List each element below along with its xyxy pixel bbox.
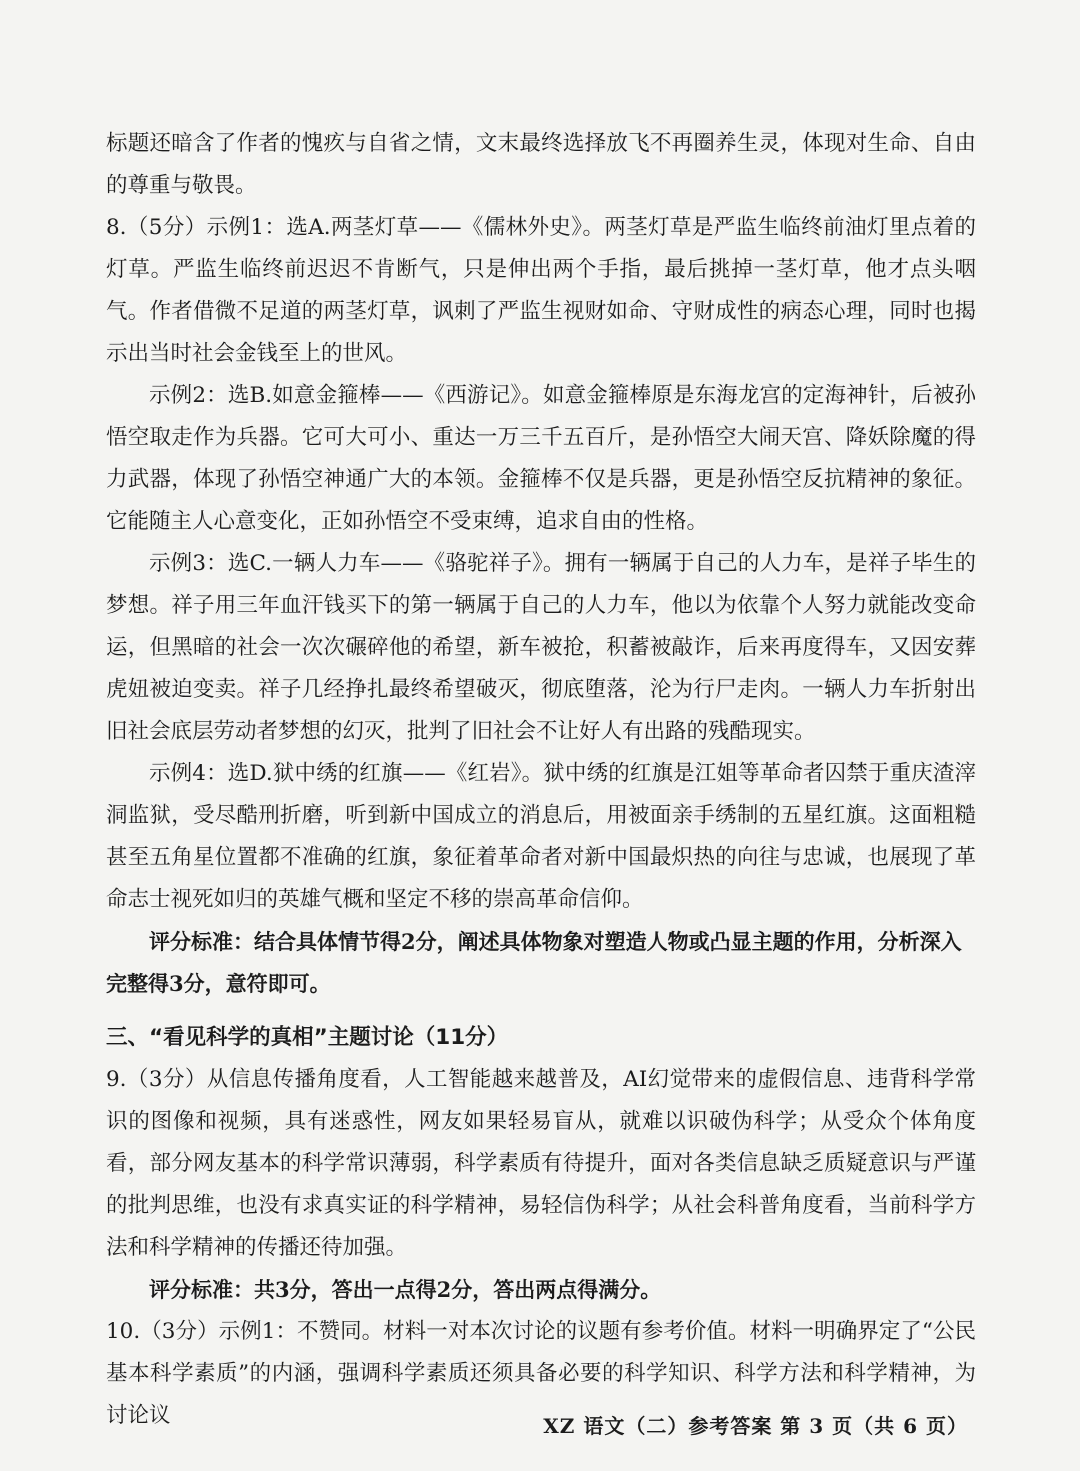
- q7-continuation: 标题还暗含了作者的愧疚与自省之情，文末最终选择放飞不再圈养生灵，体现对生命、自由的尊重与敬畏。: [106, 131, 976, 198]
- page-body: [106, 123, 976, 1437]
- q8-example-1: 8.（5分）示例1：选A.两茎灯草——《儒林外史》。两茎灯草是严监生临终前油灯里点着的灯草。严监生临终前迟迟不肯断气，只是伸出两个手指，最后挑掉一茎灯草，他才点头咽气。作者借微不足道的两茎灯草，讽刺了严监生视财如命、守财成性的病态心理，同时也揭示出当时社会金钱至上的世风。: [106, 215, 976, 366]
- q8-example-3: 示例3：选C.一辆人力车——《骆驼祥子》。拥有一辆属于自己的人力车，是祥子毕生的梦想。祥子用三年血汗钱买下的第一辆属于自己的人力车，他以为依靠个人努力就能改变命运，但黑暗的社会一次次碾碎他的希望，新车被抢，积蓄被敲诈，后来再度得车，又因安葬虎妞被迫变卖。祥子几经挣扎最终希望破灭，彻底堕落，沦为行尸走肉。一辆人力车折射出旧社会底层劳动者梦想的幻灭，批判了旧社会不让好人有出路的残酷现实。: [106, 551, 976, 744]
- q9-scoring-criteria: 评分标准：共3分，答出一点得2分，答出两点得满分。: [149, 1277, 662, 1302]
- section-3-heading: 三、“看见科学的真相”主题讨论（11分）: [106, 1025, 509, 1050]
- q9-answer: 9.（3分）从信息传播角度看，人工智能越来越普及，AI幻觉带来的虚假信息、违背科学常识的图像和视频，具有迷惑性，网友如果轻易盲从，就难以识破伪科学；从受众个体角度看，部分网友基本的科学常识薄弱，科学素质有待提升，面对各类信息缺乏质疑意识与严谨的批判思维，也没有求真实证的科学精神，易轻信伪科学；从社会科普角度看，当前科学方法和科学精神的传播还待加强。: [106, 1067, 976, 1260]
- page-footer: XZ 语文（二）参考答案 第 3 页（共 6 页）: [543, 1414, 968, 1438]
- q8-example-2: 示例2：选B.如意金箍棒——《西游记》。如意金箍棒原是东海龙宫的定海神针，后被孙悟空取走作为兵器。它可大可小、重达一万三千五百斤，是孙悟空大闹天宫、降妖除魔的得力武器，体现了孙悟空神通广大的本领。金箍棒不仅是兵器，更是孙悟空反抗精神的象征。它能随主人心意变化，正如孙悟空不受束缚，追求自由的性格。: [106, 383, 976, 534]
- q8-example-4: 示例4：选D.狱中绣的红旗——《红岩》。狱中绣的红旗是江姐等革命者囚禁于重庆渣滓洞监狱，受尽酷刑折磨，听到新中国成立的消息后，用被面亲手绣制的五星红旗。这面粗糙甚至五角星位置都不准确的红旗，象征着革命者对新中国最炽热的向往与忠诚，也展现了革命志士视死如归的英雄气概和坚定不移的崇高革命信仰。: [106, 761, 976, 912]
- q10-answer: 10.（3分）示例1：不赞同。材料一对本次讨论的议题有参考价值。材料一明确界定了“公民基本科学素质”的内涵，强调科学素质还须具备必要的科学知识、科学方法和科学精神，为讨论议: [106, 1319, 976, 1428]
- q8-scoring-criteria: 评分标准：结合具体情节得2分，阐述具体物象对塑造人物或凸显主题的作用，分析深入完整得3分，意符即可。: [106, 929, 962, 996]
